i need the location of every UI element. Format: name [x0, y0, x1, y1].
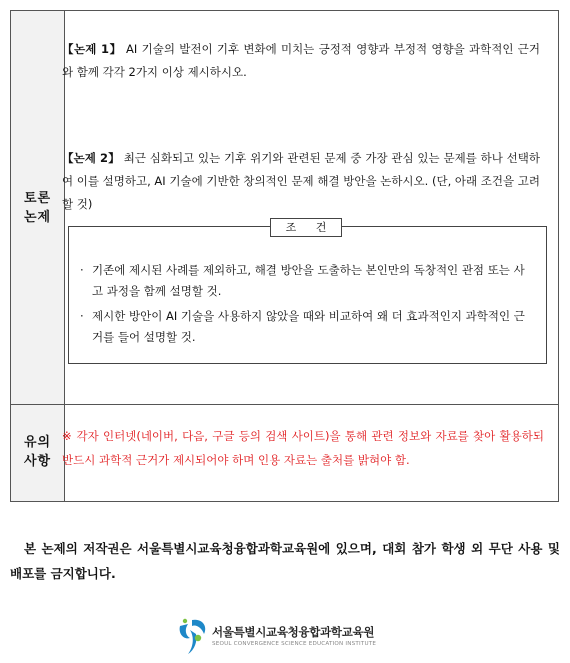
row-divider	[11, 404, 558, 405]
topic-2-tag: 【논제 2】	[62, 151, 120, 165]
header-column	[11, 11, 65, 501]
condition-item: · 기존에 제시된 사례를 제외하고, 해결 방안을 도출하는 본인만의 독창적인 관점 또는 사고 과정을 함께 설명할 것.	[80, 260, 535, 302]
institute-logo-icon	[176, 616, 210, 656]
topic-1-tag: 【논제 1】	[62, 42, 122, 56]
notes-header: 유의 사항	[23, 435, 52, 469]
copyright-notice: 본 논제의 저작권은 서울특별시교육청융합과학교육원에 있으며, 대회 참가 학생 외 무단 사용 및 배포를 금지합니다.	[10, 541, 560, 581]
condition-item: · 제시한 방안이 AI 기술을 사용하지 않았을 때와 비교하여 왜 더 효과적인지 과학적인 근거를 들어 설명할 것.	[80, 306, 535, 348]
institute-name: 서울특별시교육청융합과학교육원	[212, 625, 375, 639]
conditions-title: 조 건	[270, 218, 342, 237]
bullet-icon: ·	[80, 309, 84, 323]
discussion-topic-header: 토론 논제	[23, 191, 52, 225]
institute-logo	[176, 616, 416, 656]
topic-1	[62, 38, 540, 84]
topic-2	[62, 147, 540, 216]
institute-subtitle: SEOUL CONVERGENCE SCIENCE EDUCATION INSTITUTE	[212, 641, 377, 647]
topic-1-text: AI 기술의 발전이 기후 변화에 미치는 긍정적 영향과 부정적 영향을 과학적인 근거와 함께 각각 2가지 이상 제시하시오.	[62, 42, 540, 79]
notice-text: ※ 각자 인터넷(네이버, 다음, 구글 등의 검색 사이트)을 통해 관련 정보와 자료를 찾아 활용하되 반드시 과학적 근거가 제시되어야 하며 인용 자료는 출처를 밝혀야 함.	[62, 429, 544, 467]
bullet-icon: ·	[80, 263, 84, 277]
topic-2-text: 최근 심화되고 있는 기후 위기와 관련된 문제 중 가장 관심 있는 문제를 하나 선택하여 이를 설명하고, AI 기술에 기반한 창의적인 문제 해결 방안을 논하시오. (단, 아래 조건을 고려할 것)	[62, 151, 540, 211]
